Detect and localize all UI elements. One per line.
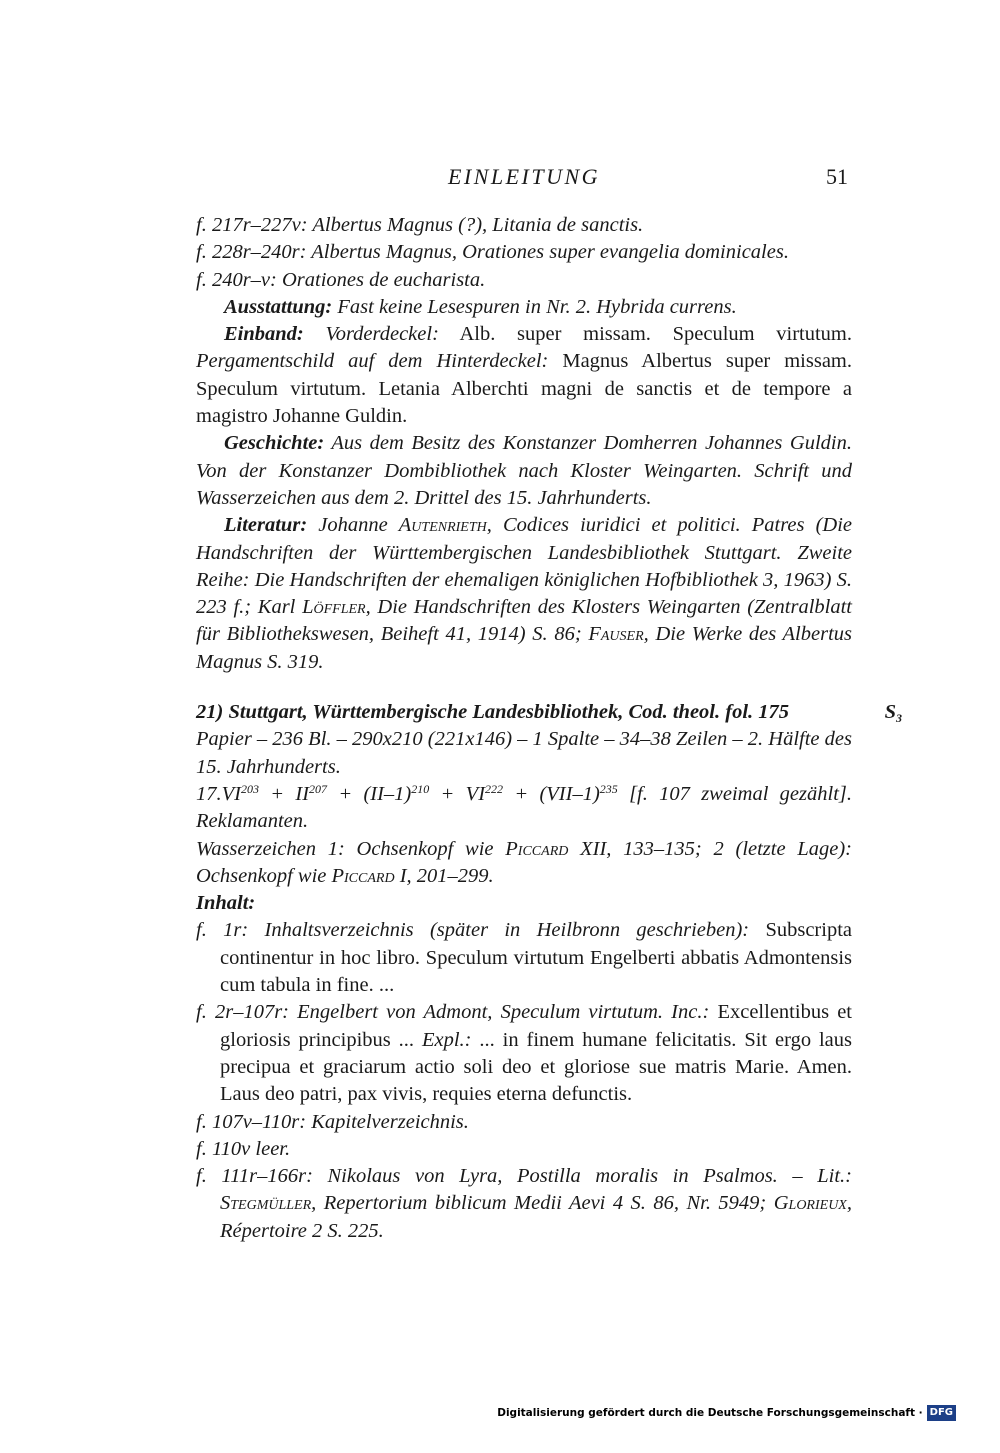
geschichte-paragraph [196, 430, 852, 512]
literatur-part: , Die Werke des Albertus Magnus S. 319. [196, 623, 852, 673]
dfg-logo: DFG [927, 1405, 956, 1421]
watermark-part: XII, 133–135; 2 (letzte Lage): Ochsenkopf wie [196, 837, 852, 887]
einband-part: Alb. super missam. Speculum virtutum. [438, 323, 853, 346]
watermark-part: I, 201–299. [394, 864, 494, 887]
content-item: f. 110v leer. [196, 1137, 291, 1160]
einband-part: Pergamentschild auf dem Hinterdeckel: [196, 350, 549, 373]
page-body [196, 212, 902, 1245]
content-item [196, 999, 852, 1108]
content-item-ref: f. 1r: Inhaltsverzeichnis (später in Heilbronn geschrieben): [196, 919, 750, 942]
content-item [196, 1163, 852, 1245]
content-item-text: Subscripta continentur in hoc libro. Speculum virtutum Engelberti abbatis Admontensis cum tabula in fine. ... [220, 919, 852, 997]
author-name: Piccard [505, 837, 569, 860]
quire-part: + VI [429, 782, 486, 805]
content-line: f. 240r–v: Orationes de eucharista. [196, 268, 486, 291]
literatur-part: , Codices iuridici et politici. Patres (Die Handschriften der Württembergischen Landesbibliothek Stuttgart. Zweite Reihe: Die Handschriften der ehemaligen königlichen Hofbibliothek 3, 1963) S. 223 f.; Karl [196, 514, 852, 619]
quire-sup: 235 [599, 781, 618, 796]
quire-part: + II [258, 782, 310, 805]
inhalt-label: Inhalt: [196, 892, 256, 915]
content-line: f. 217r–227v: Albertus Magnus (?), Litania de sanctis. [196, 214, 644, 236]
geschichte-text: Aus dem Besitz des Konstanzer Domherren Johannes Guldin. Von der Konstanzer Dombibliothek nach Kloster Weingarten. Schrift und Wasserzeichen aus dem 2. Drittel des 15. Jahrhunderts. [196, 432, 852, 509]
running-title: EINLEITUNG [447, 164, 601, 189]
running-head [196, 164, 852, 194]
section-gap [196, 676, 852, 699]
quire-formula [196, 781, 852, 836]
quire-sup: 207 [309, 781, 328, 796]
content-item-ref: f. 2r–107r: Engelbert von Admont, Speculum virtutum. Inc.: [196, 1001, 710, 1024]
digitization-credit [497, 1403, 956, 1423]
quire-part: [f. 107 zweimal gezählt]. Reklamanten. [196, 782, 852, 833]
author-name: Autenrieth [398, 514, 487, 537]
literatur-label: Literatur: [224, 514, 308, 537]
ausstattung-text: Fast keine Lesespuren in Nr. 2. Hybrida currens. [332, 295, 737, 318]
content-item-text: ... in finem humane felicitatis. Sit ergo laus precipua et graciarum actio soli deo et gloriose sue matris Marie. Amen. Laus deo patri, pax vivis, requies eterna defunctis. [220, 1028, 852, 1106]
quire-sup: 203 [240, 781, 259, 796]
siglum-letter: S [884, 701, 896, 724]
content-item-ref: Expl.: [421, 1028, 472, 1051]
quire-part: + (II–1) [327, 782, 412, 805]
ausstattung-label: Ausstattung: [224, 295, 333, 318]
einband-part: Magnus Albertus super missam. Speculum virtutum. Letania Alberchti magni de sanctis et de tempore a magistro Johanne Guldin. [196, 350, 852, 428]
watermark-description [196, 836, 852, 891]
content-item-text: Excellentibus et gloriosis principibus ... [220, 1001, 852, 1051]
ausstattung-paragraph [196, 294, 852, 321]
literatur-paragraph [196, 512, 852, 676]
quire-part: + (VII–1) [503, 782, 600, 805]
content-line: f. 228r–240r: Albertus Magnus, Orationes super evangelia dominicales. [196, 241, 789, 264]
content-item [196, 917, 852, 999]
content-item-text: , Repertorium biblicum Medii Aevi 4 S. 86, Nr. 5949; [311, 1192, 774, 1215]
einband-label: Einband: [224, 323, 304, 346]
author-name: Piccard [331, 864, 395, 887]
author-name: Fauser [588, 623, 644, 646]
entry-heading: 21) Stuttgart, Württembergische Landesbibliothek, Cod. theol. fol. 175 [196, 701, 790, 724]
author-name: Löffler [302, 596, 366, 619]
siglum [885, 699, 902, 726]
einband-part: Vorderdeckel: [303, 323, 439, 346]
physical-description: Papier – 236 Bl. – 290x210 (221x146) – 1 Spalte – 34–38 Zeilen – 2. Hälfte des 15. Jahrhunderts. [196, 728, 852, 778]
author-name: Stegmüller [220, 1192, 312, 1215]
literatur-part: , Die Handschriften des Klosters Weingarten (Zentralblatt für Bibliothekswesen, Beiheft 41, 1914) S. 86; [196, 596, 852, 646]
watermark-part: Wasserzeichen 1: Ochsenkopf wie [196, 837, 506, 860]
content-item: f. 107v–110r: Kapitelverzeichnis. [196, 1110, 469, 1133]
literatur-part: Johanne [307, 514, 399, 537]
geschichte-label: Geschichte: [224, 432, 325, 455]
content-item-text: f. 111r–166r: Nikolaus von Lyra, Postilla moralis in Psalmos. – Lit.: [196, 1165, 852, 1188]
siglum-subscript: 3 [896, 711, 902, 726]
content-item-text: , Répertoire 2 S. 225. [220, 1192, 852, 1242]
quire-sup: 210 [411, 781, 430, 796]
page-number: 51 [826, 164, 848, 189]
quire-sup: 222 [485, 781, 504, 796]
einband-paragraph [196, 321, 852, 430]
quire-part: 17.VI [196, 782, 241, 805]
author-name: Glorieux [773, 1192, 847, 1215]
credit-text: Digitalisierung gefördert durch die Deutsche Forschungsgemeinschaft · [497, 1407, 923, 1419]
entry-heading-line [196, 699, 902, 726]
